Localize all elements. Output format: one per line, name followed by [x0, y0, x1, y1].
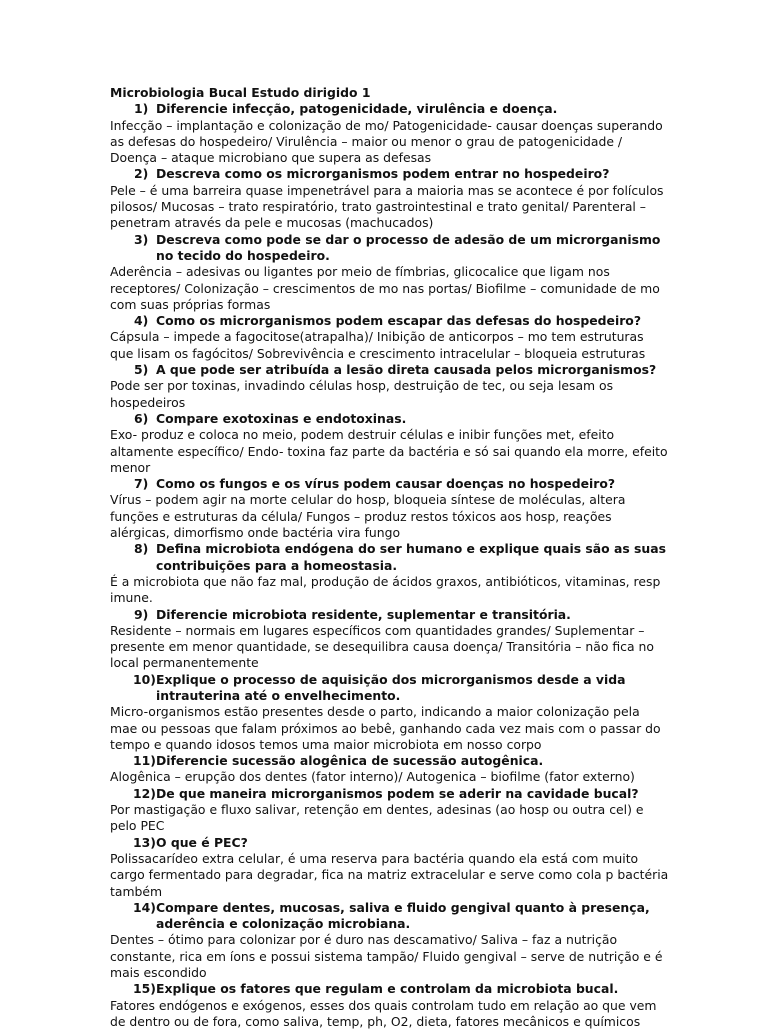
answer-9: Residente – normais em lugares específicos com quantidades grandes/ Suplementar – presente em menor quantidade, se desequilibra causa doença/ Transitória – não fica no local permanentemente: [110, 622, 654, 671]
answer-15: Fatores endógenos e exógenos, esses dos quais controlam tudo em relação ao que vem de dentro ou de fora, como saliva, temp, ph, O2, dieta, fatores mecânicos e químicos: [110, 997, 657, 1029]
question-10: [110, 672, 670, 705]
answer-12: Por mastigação e fluxo salivar, retenção em dentes, adesinas (ao hosp ou outra cel) e pelo PEC: [110, 802, 644, 834]
document-title: Microbiologia Bucal Estudo dirigido 1: [110, 85, 371, 100]
question-text: Diferencie infecção, patogenicidade, virulência e doença.: [156, 101, 558, 117]
answer-10: Micro-organismos estão presentes desde o parto, indicando a maior colonização pela mae ou pessoas que falam próximos ao bebê, ganhando cada vez mais com o passar do tempo e quando idosos temos uma maior microbiota em nosso corpo: [110, 704, 661, 752]
answer-7: Vírus – podem agir na morte celular do hosp, bloqueia síntese de moléculas, altera funções e estruturas da célula/ Fungos – produz restos tóxicos aos hosp, reações alérgicas, dimorfismo onde bactéria vira fungo: [110, 492, 626, 541]
question-text: Compare exotoxinas e endotoxinas.: [156, 410, 407, 426]
question-number: 11): [133, 753, 156, 769]
answer-13: Polissacarídeo extra celular, é uma reserva para bactéria quando ela está com muito cargo fermentado para degradar, fica na matriz extracelular e serve como cola p bactéria também: [110, 850, 669, 899]
question-5: [110, 362, 670, 378]
question-number: 13): [133, 834, 156, 850]
question-text: Descreva como os microrganismos podem entrar no hospedeiro?: [156, 166, 610, 182]
question-number: 5): [134, 362, 149, 378]
question-14: [110, 900, 670, 933]
question-text: Como os microrganismos podem escapar das defesas do hospedeiro?: [156, 313, 642, 329]
document-page: [110, 85, 670, 1030]
question-text: De que maneira microrganismos podem se aderir na cavidade bucal?: [156, 785, 639, 801]
answer-6: Exo- produz e coloca no meio, podem destruir células e inibir funções met, efeito altamente específico/ Endo- toxina faz parte da bactéria e só sai quando ela morre, efeito menor: [110, 427, 668, 475]
question-text: Descreva como pode se dar o processo de adesão de um microrganismo no tecido do hospedeiro.: [156, 231, 661, 263]
question-text: Diferencie sucessão alogênica de sucessão autogênica.: [156, 753, 544, 769]
answer-5: Pode ser por toxinas, invadindo células hosp, destruição de tec, ou seja lesam os hospedeiros: [110, 378, 614, 410]
answer-4: Cápsula – impede a fagocitose(atrapalha)/ Inibição de anticorpos – mo tem estruturas que lisam os fagócitos/ Sobrevivência e crescimento intracelular – bloqueia estruturas: [110, 329, 646, 361]
question-text: Explique os fatores que regulam e controlam da microbiota bucal.: [156, 981, 619, 997]
question-1: [110, 101, 670, 117]
answer-2: Pele – é uma barreira quase impenetrável para a maioria mas se acontece é por folículos pilosos/ Mucosas – trato respiratório, trato gastrointestinal e trato genital/ Parenteral – penetram através da pele e mucosas (machucados): [110, 182, 664, 231]
question-text: Como os fungos e os vírus podem causar doenças no hospedeiro?: [156, 476, 616, 492]
question-text: Compare dentes, mucosas, saliva e fluido gengival quanto à presença, aderência e colonização microbiana.: [156, 899, 650, 932]
question-number: 9): [134, 606, 149, 622]
answer-8: É a microbiota que não faz mal, produção de ácidos graxos, antibióticos, vitaminas, resp imune.: [110, 573, 661, 606]
question-text: Diferencie microbiota residente, suplementar e transitória.: [156, 606, 571, 622]
question-number: 7): [134, 476, 149, 492]
question-number: 15): [133, 981, 156, 997]
question-text: Defina microbiota endógena do ser humano e explique quais são as suas contribuições para a homeostasia.: [156, 541, 666, 573]
question-2: [110, 166, 670, 182]
question-text: Explique o processo de aquisição dos microrganismos desde a vida intrauterina até o envelhecimento.: [156, 671, 626, 703]
question-number: 3): [134, 231, 149, 247]
question-15: [110, 981, 670, 997]
question-7: [110, 476, 670, 492]
question-number: 10): [133, 671, 156, 687]
question-8: [110, 541, 670, 574]
question-number: 6): [134, 410, 149, 426]
question-number: 12): [133, 785, 156, 801]
answer-3: Aderência – adesivas ou ligantes por meio de fímbrias, glicocalice que ligam nos receptores/ Colonização – crescimentos de mo nas portas/ Biofilme – comunidade de mo com suas próprias formas: [110, 264, 660, 312]
answer-11: Alogênica – erupção dos dentes (fator interno)/ Autogenica – biofilme (fator externo): [110, 769, 635, 785]
question-9: [110, 607, 670, 623]
question-11: [110, 753, 670, 769]
question-number: 8): [134, 541, 149, 557]
answer-14: Dentes – ótimo para colonizar por é duro nas descamativo/ Saliva – faz a nutrição constante, rica em íons e possui sistema tampão/ Fluido gengival – serve de nutrição e é mais escondido: [110, 932, 663, 981]
question-text: O que é PEC?: [156, 834, 248, 850]
question-6: [110, 411, 670, 427]
question-number: 1): [134, 101, 149, 117]
question-3: [110, 232, 670, 265]
question-13: [110, 835, 670, 851]
question-number: 4): [134, 313, 149, 329]
question-4: [110, 313, 670, 329]
question-number: 2): [134, 166, 149, 182]
question-12: [110, 786, 670, 802]
answer-1: Infecção – implantação e colonização de mo/ Patogenicidade- causar doenças superando as defesas do hospedeiro/ Virulência – maior ou menor o grau de patogenicidade / Doença – ataque microbiano que supera as defesas: [110, 117, 663, 166]
question-number: 14): [133, 899, 156, 915]
question-text: A que pode ser atribuída a lesão direta causada pelos microrganismos?: [156, 362, 657, 378]
